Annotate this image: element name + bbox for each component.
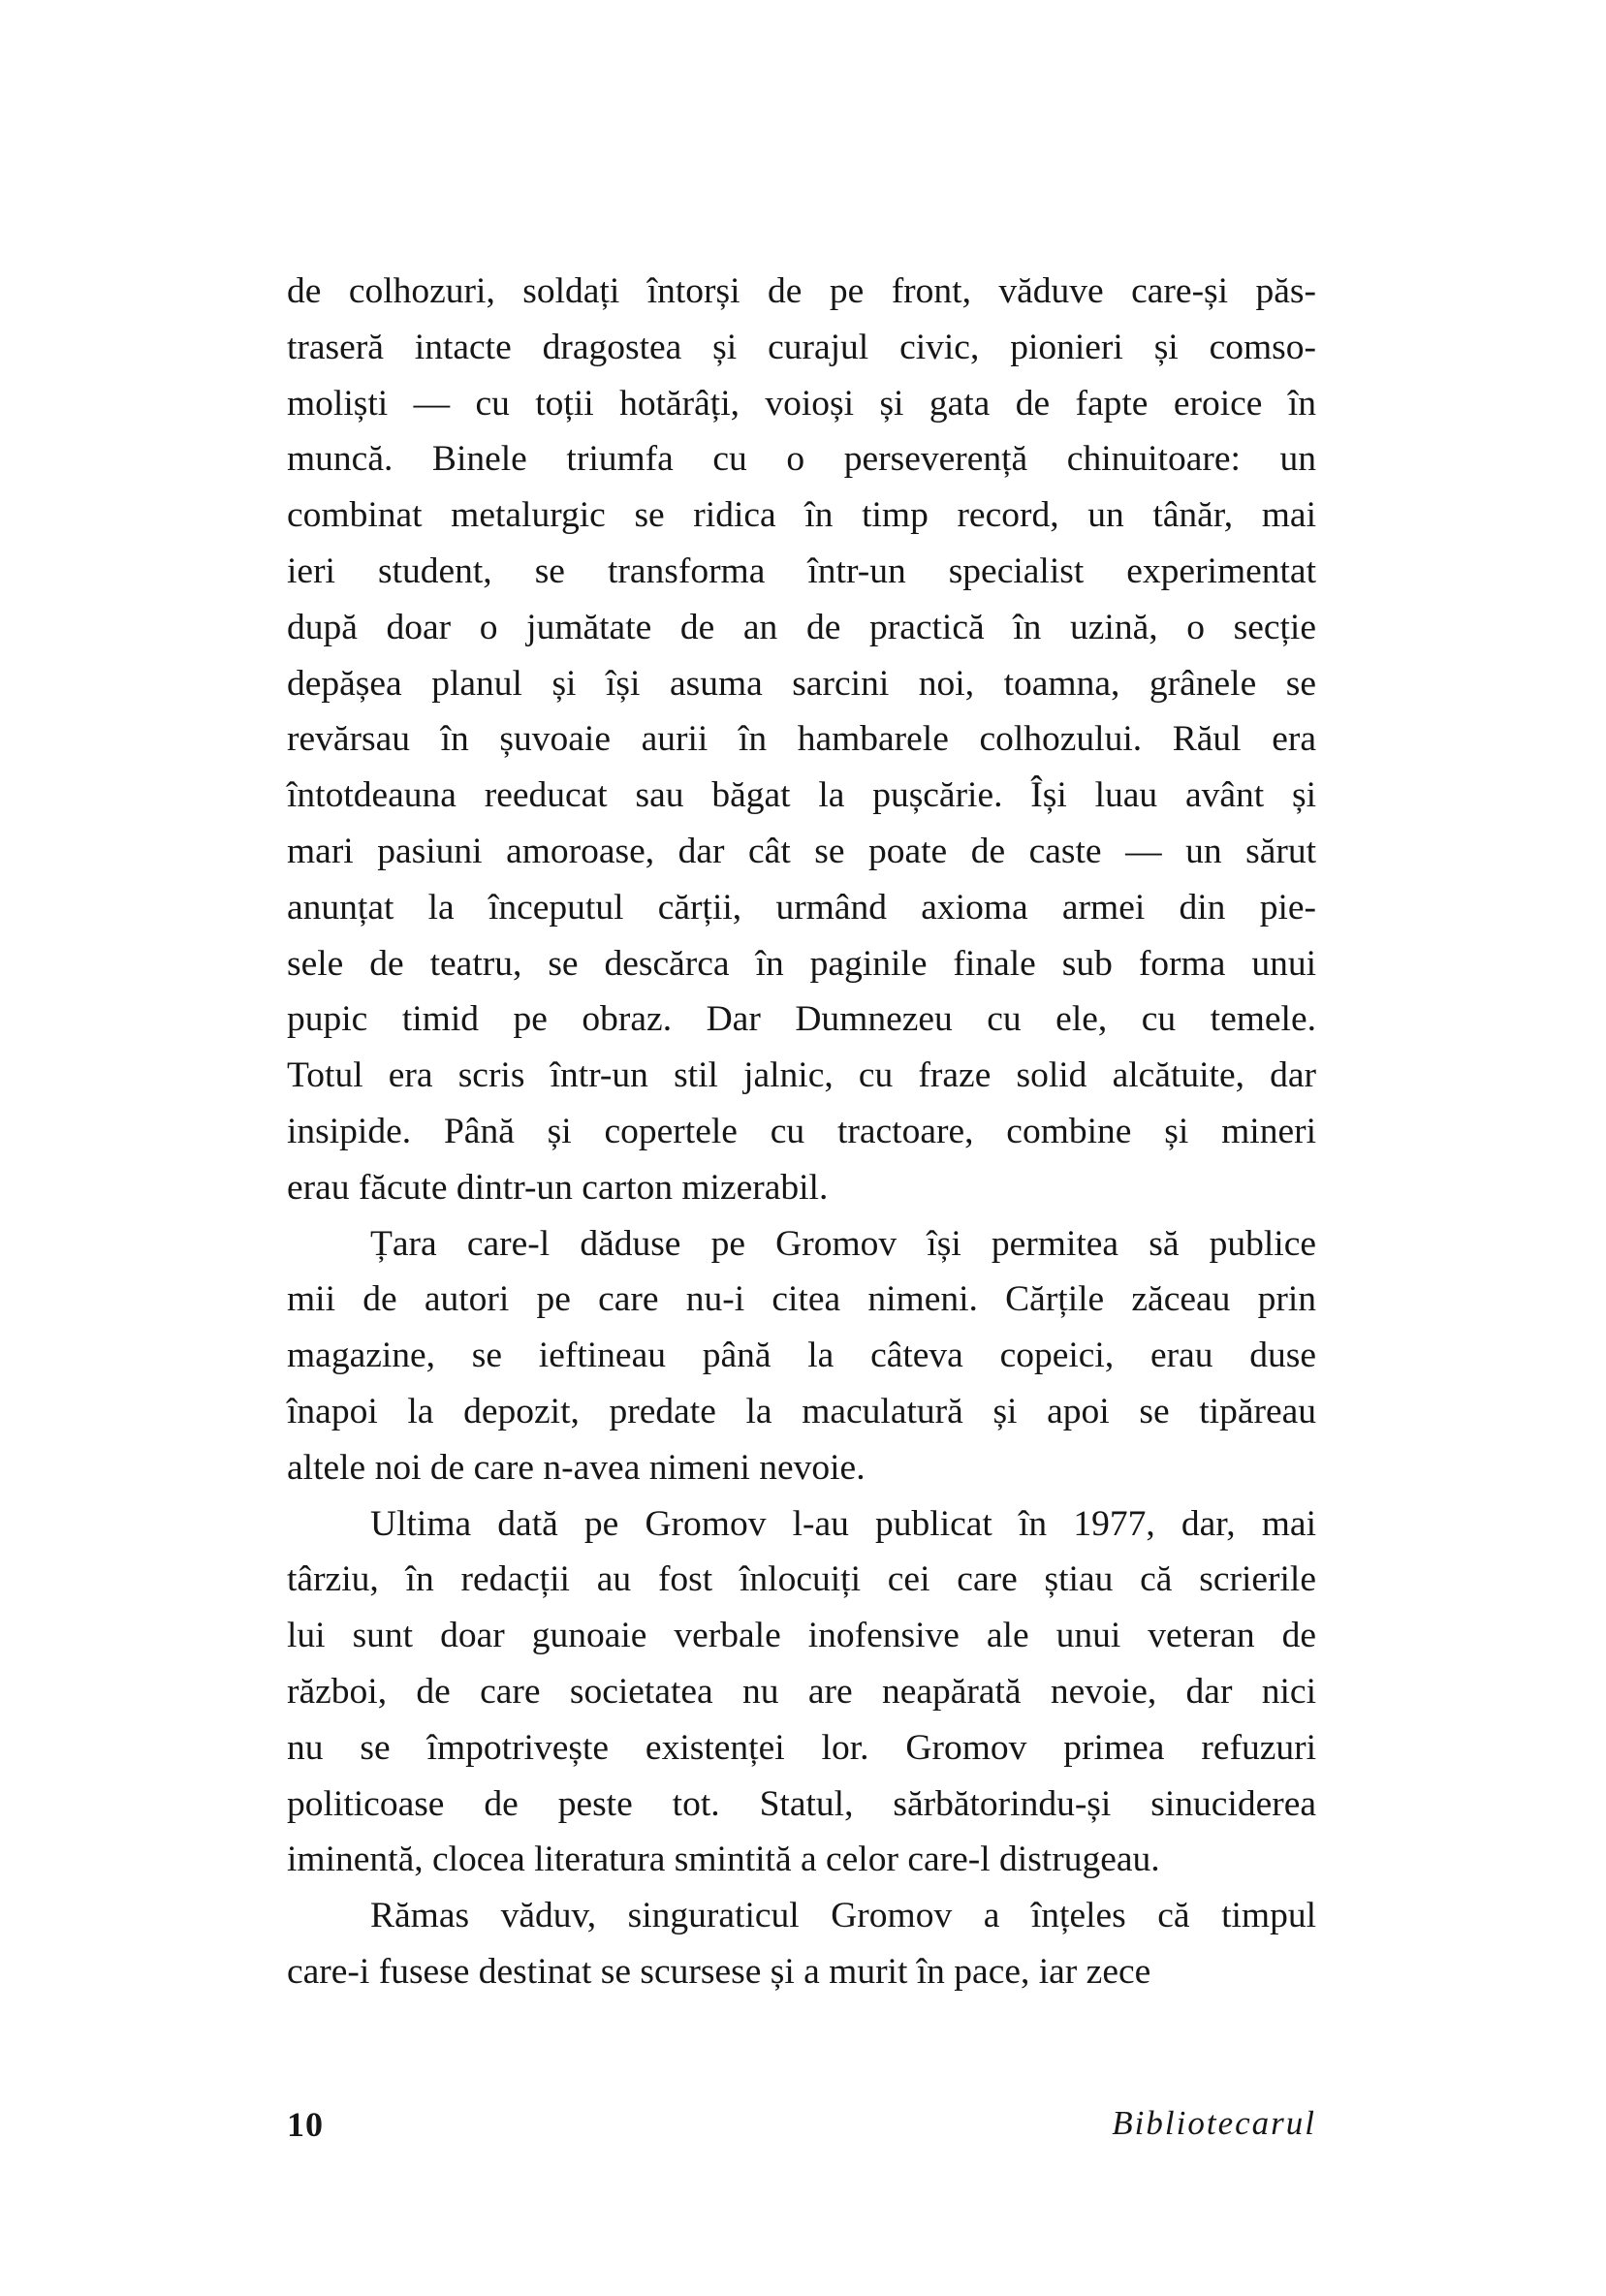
text-line: altele noi de care n-avea nimeni nevoie. xyxy=(287,1447,866,1488)
text-line: Ultima dată pe Gromov l-au publicat în 1977, dar, mai xyxy=(370,1503,1316,1544)
text-line: Totul era scris într-un stil jalnic, cu fraze solid alcătuite, dar xyxy=(287,1055,1316,1096)
text-line: insipide. Până și copertele cu tractoare, combine și mineri xyxy=(287,1111,1316,1151)
text-line: moliști — cu toții hotărâți, voioși și gata de fapte eroice în xyxy=(287,383,1316,424)
paragraph xyxy=(287,1496,1316,1889)
text-line: sele de teatru, se descărca în paginile finale sub forma unui xyxy=(287,943,1316,984)
text-line: care-i fusese destinat se scursese și a murit în pace, iar zece xyxy=(287,1951,1151,1992)
text-line: revărsau în șuvoaie aurii în hambarele colhozului. Răul era xyxy=(287,719,1316,760)
text-line: Țara care-l dăduse pe Gromov își permitea să publice xyxy=(370,1223,1316,1264)
text-line: lui sunt doar gunoaie verbale inofensive ale unui veteran de xyxy=(287,1616,1316,1656)
text-line: târziu, în redacții au fost înlocuiți cei care știau că scrierile xyxy=(287,1559,1316,1600)
text-line: anunțat la începutul cărții, urmând axioma armei din pie- xyxy=(287,887,1316,928)
paragraph xyxy=(287,1888,1316,2000)
text-line: mii de autori pe care nu-i citea nimeni. Cărțile zăceau prin xyxy=(287,1279,1316,1320)
text-line: muncă. Binele triumfa cu o perseverență chinuitoare: un xyxy=(287,439,1316,480)
text-line: pupic timid pe obraz. Dar Dumnezeu cu ele, cu temele. xyxy=(287,999,1316,1040)
text-line: Rămas văduv, singuraticul Gromov a înțeles că timpul xyxy=(370,1896,1316,1936)
body-text xyxy=(287,264,1316,2000)
paragraph xyxy=(287,1216,1316,1496)
text-line: erau făcute dintr-un carton mizerabil. xyxy=(287,1167,829,1208)
text-line: politicoase de peste tot. Statul, sărbătorindu-și sinuciderea xyxy=(287,1783,1316,1824)
text-line: mari pasiuni amoroase, dar cât se poate de caste — un sărut xyxy=(287,831,1316,871)
text-line: iminentă, clocea literatura smintită a celor care-l distrugeau. xyxy=(287,1840,1160,1880)
text-line: nu se împotrivește existenței lor. Gromov primea refuzuri xyxy=(287,1727,1316,1768)
text-line: traseră intacte dragostea și curajul civic, pionieri și comso- xyxy=(287,327,1316,367)
text-line: înapoi la depozit, predate la maculatură și apoi se tipăreau xyxy=(287,1391,1316,1431)
text-line: combinat metalurgic se ridica în timp record, un tânăr, mai xyxy=(287,495,1316,536)
running-title: Bibliotecarul xyxy=(1112,2104,1316,2142)
text-line: război, de care societatea nu are neapărată nevoie, dar nici xyxy=(287,1671,1316,1712)
paragraph xyxy=(287,264,1316,1216)
text-line: întotdeauna reeducat sau băgat la pușcărie. Își luau avânt și xyxy=(287,775,1316,816)
text-line: depășea planul și își asuma sarcini noi, toamna, grânele se xyxy=(287,663,1316,704)
text-line: ieri student, se transforma într-un specialist experimentat xyxy=(287,550,1316,591)
text-line: magazine, se ieftineau până la câteva copeici, erau duse xyxy=(287,1336,1316,1376)
text-line: de colhozuri, soldați întorși de pe front, văduve care-și păs- xyxy=(287,271,1316,311)
text-line: după doar o jumătate de an de practică în uzină, o secție xyxy=(287,607,1316,647)
page-number: 10 xyxy=(287,2105,324,2144)
